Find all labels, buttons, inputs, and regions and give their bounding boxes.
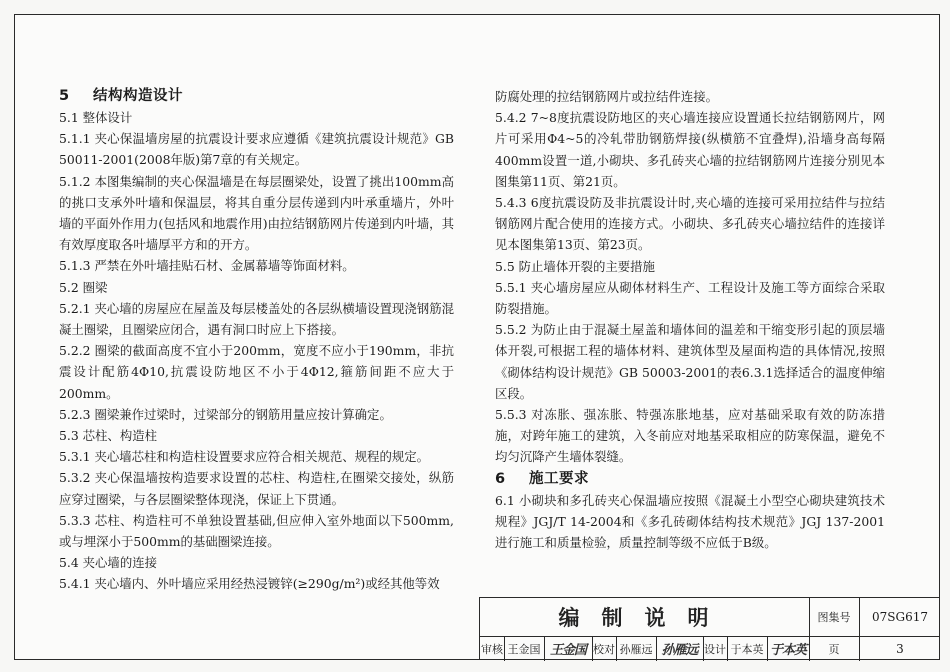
title-block-bottom-row	[480, 636, 940, 661]
atlas-number: 07SG617	[872, 610, 928, 624]
reviewer-signature: 王金国	[549, 643, 586, 658]
paragraph: 防腐处理的拉结钢筋网片或拉结件连接。	[495, 89, 719, 104]
paragraph: 5.5.3 对冻胀、强冻胀、特强冻胀地基，应对基础采取有效的防冻措施，对跨年施工的建筑，入冬前应对地基采取相应的防寒保温，避免不均匀沉降产生墙体裂缝。	[495, 407, 885, 465]
title-block	[479, 597, 940, 660]
review-label: 审核	[481, 642, 503, 656]
design-label: 设计	[704, 642, 726, 656]
check-label: 校对	[593, 642, 615, 656]
right-column	[495, 86, 885, 553]
designer-name: 于本英	[730, 642, 764, 656]
paragraph: 5.2.3 圈梁兼作过梁时，过梁部分的钢筋用量应按计算确定。	[59, 406, 392, 422]
paragraph: 5.4 夹心墙的连接	[59, 555, 157, 571]
section-heading	[495, 468, 885, 490]
section-number: 6	[495, 470, 506, 487]
checker-name: 孙雁远	[619, 642, 653, 656]
checker-signature: 孙雁远	[661, 643, 698, 658]
designer-signature: 于本英	[769, 643, 806, 658]
paragraph: 5.5 防止墙体开裂的主要措施	[495, 258, 655, 274]
atlas-number-label: 图集号	[817, 611, 851, 624]
section-title: 施工要求	[529, 470, 589, 487]
section-number: 5	[59, 88, 70, 104]
paragraph: 5.3.3 芯柱、构造柱可不单独设置基础,但应伸入室外地面以下500mm,或与埋深小于500mm的基础圈梁连接。	[59, 512, 454, 550]
paragraph: 5.1.3 严禁在外叶墙挂贴石材、金属幕墙等饰面材料。	[59, 258, 355, 274]
paragraph: 5.4.2 7~8度抗震设防地区的夹心墙连接应设置通长拉结钢筋网片，网片可采用Φ4~5的冷轧带肋钢筋焊接(纵横筋不宜叠焊),沿墙身高每隔400mm设置一道,小砌块、多孔砖夹心墙的拉结钢筋网片连接分别见本图集第11页、第21页。	[495, 110, 885, 189]
paragraph: 5.5.2 为防止由于混凝土屋盖和墙体间的温差和干缩变形引起的顶层墙体开裂,可根据工程的墙体材料、建筑体型及屋面构造的具体情况,按照《砌体结构设计规范》GB 50003-2001的表6.3.1选择适合的温度伸缩区段。	[495, 322, 885, 401]
paragraph: 5.2.2 圈梁的截面高度不宜小于200mm，宽度不应小于190mm，非抗震设计配筋4Φ10,抗震设防地区不小于4Φ12,箍筋间距不应大于200mm。	[59, 343, 454, 401]
paragraph: 5.4.1 夹心墙内、外叶墙应采用经热浸镀锌(≥290g/m²)或经其他等效	[59, 576, 440, 592]
section-heading	[59, 85, 454, 107]
left-column	[59, 85, 454, 595]
title-block-top-row	[480, 598, 940, 637]
paragraph: 5.1.2 本图集编制的夹心保温墙是在每层圈梁处，设置了挑出100mm高的挑口支承外叶墙和保温层，将其自重分层传递到内叶承重墙片，外叶墙的平面外作用力(包括风和地震作用)由拉结钢筋网片传递到内叶墙，其有效厚度取各叶墙厚平方和的开方。	[59, 173, 454, 253]
paragraph: 5.2.1 夹心墙的房屋应在屋盖及每层楼盖处的各层纵横墙设置现浇钢筋混凝土圈梁，且圈梁应闭合，遇有洞口时应上下搭接。	[59, 300, 454, 338]
page-label: 页	[828, 642, 840, 656]
paragraph: 5.1 整体设计	[59, 110, 133, 125]
paragraph: 5.4.3 6度抗震设防及非抗震设计时,夹心墙的连接可采用拉结件与拉结钢筋网片配合使用的连接方式。小砌块、多孔砖夹心墙拉结件的连接详见本图集第13页、第23页。	[495, 195, 885, 253]
section-title: 结构构造设计	[93, 88, 183, 104]
document-title: 编制说明	[558, 606, 731, 630]
page-number: 3	[896, 641, 904, 656]
paragraph: 5.3.2 夹心保温墙按构造要求设置的芯柱、构造柱,在圈梁交接处，纵筋应穿过圈梁，与各层圈梁整体现浇，保证上下贯通。	[59, 470, 454, 507]
paragraph: 5.1.1 夹心保温墙房屋的抗震设计要求应遵循《建筑抗震设计规范》GB 50011-2001(2008年版)第7章的有关规定。	[59, 131, 455, 168]
paragraph: 6.1 小砌块和多孔砖夹心保温墙应按照《混凝土小型空心砌块建筑技术规程》JGJ/T 14-2004和《多孔砖砌体结构技术规范》JGJ 137-2001进行施工和质量检验，质量控制等级不应低于B级。	[495, 492, 885, 551]
paragraph: 5.3 芯柱、构造柱	[59, 428, 157, 444]
paragraph: 5.5.1 夹心墙房屋应从砌体材料生产、工程设计及施工等方面综合采取防裂措施。	[495, 279, 885, 317]
paragraph: 5.3.1 夹心墙芯柱和构造柱设置要求应符合相关规范、规程的规定。	[59, 449, 430, 465]
paragraph: 5.2 圈梁	[59, 279, 108, 295]
reviewer-name: 王金国	[507, 642, 541, 656]
